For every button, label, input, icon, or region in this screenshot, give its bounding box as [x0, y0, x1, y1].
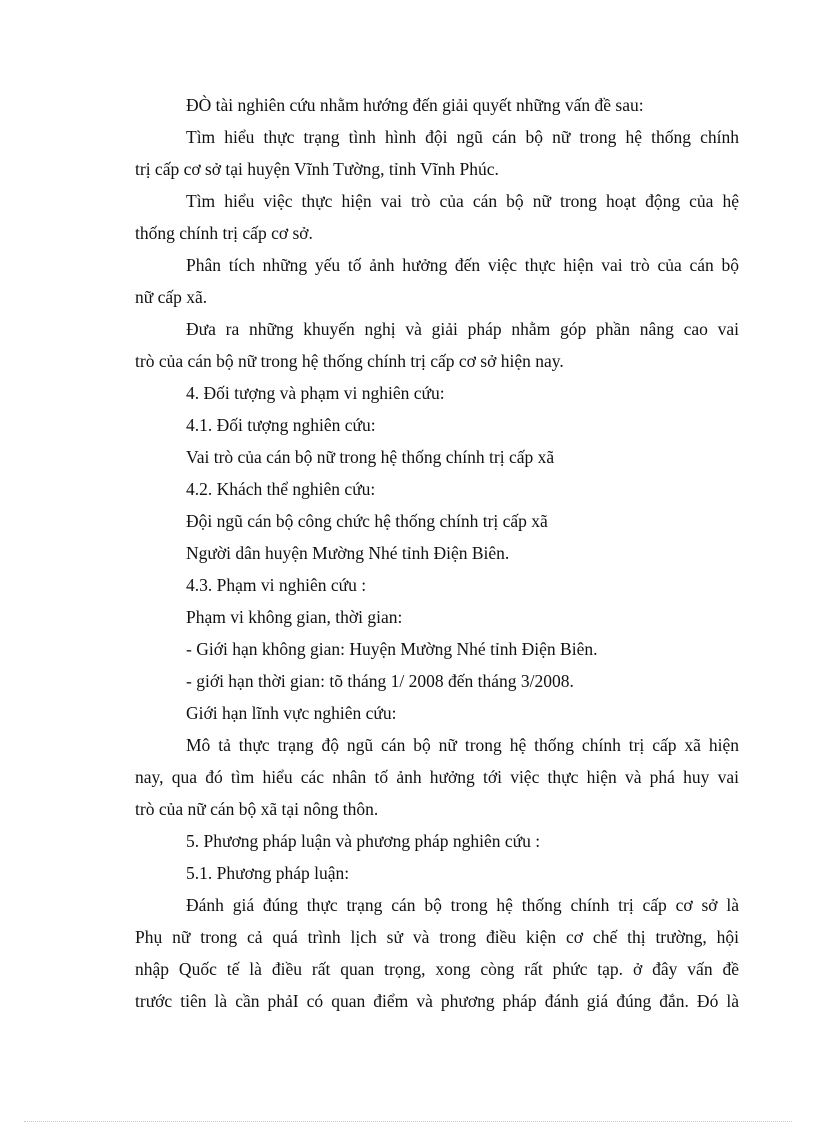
text-line: Phạm vi không gian, thời gian: [186, 607, 403, 627]
section-heading: 4. Đối tượng và phạm vi nghiên cứu: [186, 383, 445, 403]
subsection-heading: 4.1. Đối tượng nghiên cứu: [186, 415, 376, 435]
text-line: nay, qua đó tìm hiểu các nhân tố ảnh hưởng tới việc thực hiện và phá huy vai [135, 767, 739, 787]
text-line: Đưa ra những khuyến nghị và giải pháp nhằm góp phần nâng cao vai [186, 319, 739, 339]
text-line: Đánh giá đúng thực trạng cán bộ trong hệ thống chính trị cấp cơ sở là [186, 895, 739, 915]
text-line: nữ cấp xã. [135, 287, 208, 307]
text-line: Vai trò của cán bộ nữ trong hệ thống chính trị cấp xã [186, 447, 555, 467]
text-line: thống chính trị cấp cơ sở. [135, 223, 313, 243]
subsection-heading: 5.1. Phương pháp luận: [186, 863, 350, 883]
text-line: Phụ nữ trong cả quá trình lịch sử và trong điều kiện cơ chế thị trường, hội [135, 927, 739, 947]
text-line: - Giới hạn không gian: Huyện Mường Nhé tỉnh Điện Biên. [186, 639, 598, 659]
text-line: ĐÒ tài nghiên cứu nhằm hướng đến giải quyết những vấn đề sau: [186, 95, 644, 115]
text-line: Tìm hiểu việc thực hiện vai trò của cán bộ nữ trong hoạt động của hệ [186, 191, 739, 211]
text-line: Giới hạn lĩnh vực nghiên cứu: [186, 703, 397, 723]
page-bottom-rule [24, 1121, 792, 1122]
text-line: Đội ngũ cán bộ công chức hệ thống chính trị cấp xã [186, 511, 548, 531]
text-line: Mô tả thực trạng độ ngũ cán bộ nữ trong hệ thống chính trị cấp xã hiện [186, 735, 739, 755]
section-heading: 5. Phương pháp luận và phương pháp nghiên cứu : [186, 831, 541, 851]
subsection-heading: 4.2. Khách thể nghiên cứu: [186, 479, 376, 499]
text-line: Người dân huyện Mường Nhé tỉnh Điện Biên. [186, 543, 510, 563]
text-line: trước tiên là cần phảI có quan điểm và phương pháp đánh giá đúng đắn. Đó là [135, 991, 739, 1011]
text-line: trò của cán bộ nữ trong hệ thống chính trị cấp cơ sở hiện nay. [135, 351, 564, 371]
text-line: Tìm hiểu thực trạng tình hình đội ngũ cán bộ nữ trong hệ thống chính [186, 127, 739, 147]
text-line: - giới hạn thời gian: tõ tháng 1/ 2008 đến tháng 3/2008. [186, 671, 574, 691]
text-line: Phân tích những yếu tố ảnh hưởng đến việc thực hiện vai trò của cán bộ [186, 255, 739, 275]
text-line: nhập Quốc tế là điều rất quan trọng, xong còng rất phức tạp. ở đây vấn đề [135, 959, 739, 979]
text-line: trò của nữ cán bộ xã tại nông thôn. [135, 799, 379, 819]
subsection-heading: 4.3. Phạm vi nghiên cứu : [186, 575, 367, 595]
text-line: trị cấp cơ sở tại huyện Vĩnh Tường, tỉnh Vĩnh Phúc. [135, 159, 499, 179]
